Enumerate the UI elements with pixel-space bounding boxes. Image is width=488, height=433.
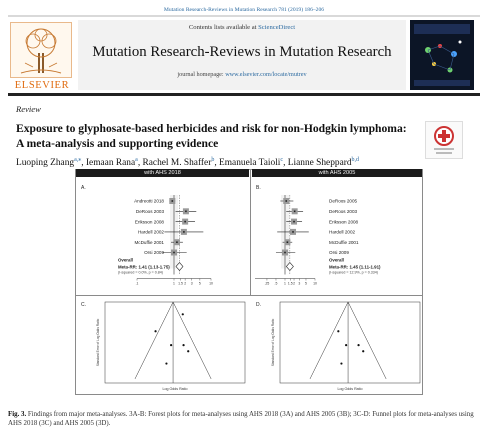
study-label: McDuffie 2001: [134, 239, 164, 245]
study-point: [187, 350, 189, 352]
study-label: Hardell 2002: [329, 229, 356, 235]
panel-header-a: with AHS 2018: [76, 169, 249, 177]
homepage-link[interactable]: www.elsevier.com/locate/mutrev: [225, 71, 307, 78]
study-point: [357, 344, 359, 346]
x-tick-label: 2: [184, 281, 187, 286]
study-point: [154, 330, 156, 332]
author-affiliation[interactable]: a: [135, 157, 138, 163]
overall-label: Overall: [329, 257, 344, 263]
study-point: [285, 200, 287, 202]
journal-cover-thumbnail[interactable]: [410, 20, 474, 90]
overall-label: Overall: [118, 257, 133, 263]
publisher-name: ELSEVIER: [14, 80, 70, 91]
study-point: [293, 221, 295, 223]
panel-letter: B.: [256, 185, 261, 191]
study-label: Eriksson 2008: [134, 219, 164, 225]
study-point: [182, 313, 184, 315]
study-point: [165, 362, 167, 364]
elsevier-tree-logo[interactable]: [10, 22, 72, 78]
x-tick-label: 5: [198, 281, 201, 286]
x-tick-label: 10: [209, 281, 213, 286]
x-tick-label: 3: [190, 281, 193, 286]
study-point: [176, 241, 178, 243]
author-name[interactable]: Iemaan Rana: [85, 158, 136, 169]
study-point: [345, 344, 347, 346]
funnel-line: [348, 302, 386, 379]
study-point: [292, 231, 294, 233]
study-label: Eriksson 2008: [329, 219, 359, 225]
panel-header-b: with AHS 2005: [252, 169, 422, 177]
author-affiliation[interactable]: b,d: [351, 157, 360, 163]
x-tick-label: 1.5: [178, 281, 183, 286]
study-point: [172, 200, 174, 202]
study-point: [183, 231, 185, 233]
y-axis-label: Standard Error of Log Odds Ratio: [96, 318, 100, 367]
homepage-prefix: journal homepage:: [177, 71, 226, 78]
article-section: Review: [16, 104, 41, 114]
study-point: [337, 330, 339, 332]
author-affiliation[interactable]: c: [280, 157, 284, 163]
study-label: DeRoos 2005: [329, 198, 358, 204]
panel-letter: A.: [81, 185, 86, 191]
x-tick-label: .1: [135, 281, 139, 286]
study-point: [287, 241, 289, 243]
study-point: [185, 211, 187, 213]
crossmark-icon[interactable]: [425, 121, 463, 159]
study-label: Orsi 2009: [329, 250, 349, 256]
study-point: [173, 252, 175, 254]
sciencedirect-link[interactable]: ScienceDirect: [258, 24, 296, 31]
study-label: Hardell 2002: [137, 229, 164, 235]
panel-letter: D.: [256, 302, 261, 308]
funnel-frame: [280, 302, 420, 383]
x-tick-label: 1: [173, 281, 175, 286]
journal-title: Mutation Research-Reviews in Mutation Research: [92, 44, 392, 60]
study-label: DeRoos 2003: [135, 209, 164, 214]
study-point: [340, 362, 342, 364]
homepage-line: [78, 71, 406, 78]
study-label: McDuffie 2001: [329, 239, 359, 245]
figure-plots: [75, 169, 423, 395]
panel-letter: C.: [81, 302, 86, 308]
author-name[interactable]: Rachel M. Shaffer: [142, 158, 212, 169]
author-affiliation[interactable]: a,⁎: [74, 157, 82, 163]
x-tick-label: 3: [298, 281, 301, 286]
x-tick-label: 2: [293, 281, 295, 286]
funnel-line: [135, 302, 173, 379]
study-point: [362, 350, 364, 352]
article-title: Exposure to glyphosate-based herbicides and risk for non-Hodgkin lymphoma: A meta-analysis and supporting evidence: [16, 122, 407, 150]
header-divider: [8, 15, 480, 17]
study-point: [182, 344, 184, 346]
x-axis-label: Log Odds Ratio: [162, 387, 188, 391]
caption-title: Fig. 3.: [8, 411, 27, 418]
funnel-line: [310, 302, 348, 379]
study-label: DeRoos 2003: [329, 209, 358, 214]
funnel-line: [173, 302, 211, 379]
study-point: [294, 211, 296, 213]
author-affiliation[interactable]: b: [211, 157, 215, 163]
study-point: [184, 221, 186, 223]
x-tick-label: .25: [264, 281, 270, 286]
x-tick-label: 10: [313, 281, 317, 286]
author-list: Luoping Zhang$^{a,⁎}$, Iemaan Rana$^a$, Rachel M. Shaffer$^b$, Emanuela Taioli$^c$, Lianne Sheppard$^{b,d}$: [16, 157, 360, 169]
figure-caption: [8, 410, 484, 428]
x-tick-label: 5: [305, 281, 307, 286]
study-point: [170, 344, 172, 346]
study-label: Andreotti 2018: [134, 198, 164, 204]
journal-citation[interactable]: Mutation Research-Reviews in Mutation Research 781 (2019) 186–206: [163, 7, 325, 13]
author-name[interactable]: Emanuela Taioli: [219, 158, 281, 169]
contents-prefix: Contents lists available at: [188, 24, 259, 31]
contents-line: [78, 24, 406, 31]
y-axis-label: Standard Error of Log Odds Ratio: [271, 318, 275, 367]
x-tick-label: 1: [284, 281, 286, 286]
study-label: Orsi 2009: [144, 250, 164, 256]
funnel-frame: [105, 302, 245, 383]
header-bottom-rule: [8, 93, 480, 96]
x-tick-label: 1.5: [287, 281, 293, 286]
caption-text: Findings from major meta-analyses. 3A-B: Forest plots for meta-analyses using AHS 2018 (3A) and AHS 2005 (3B); 3C-D: Funnel plots for meta-analyses using AHS 2018 (3C) and AHS 2005 (3D).: [8, 411, 474, 427]
meta-rr-label: Meta-RR: 1.41 (1.13-1.75): [118, 264, 170, 270]
meta-rr-label: Meta-RR: 1.45 (1.11-1.91): [329, 264, 381, 270]
author-name[interactable]: Lianne Sheppard: [287, 158, 352, 169]
heterogeneity-label: (I-squared = 12.9%, p = 0.334): [329, 270, 378, 275]
author-name[interactable]: Luoping Zhang: [16, 158, 75, 169]
heterogeneity-label: (I-squared = 0.0%, p = 0.84): [118, 270, 163, 275]
x-tick-label: .5: [274, 281, 278, 286]
x-axis-label: Log Odds Ratio: [337, 387, 363, 391]
study-point: [284, 252, 286, 254]
